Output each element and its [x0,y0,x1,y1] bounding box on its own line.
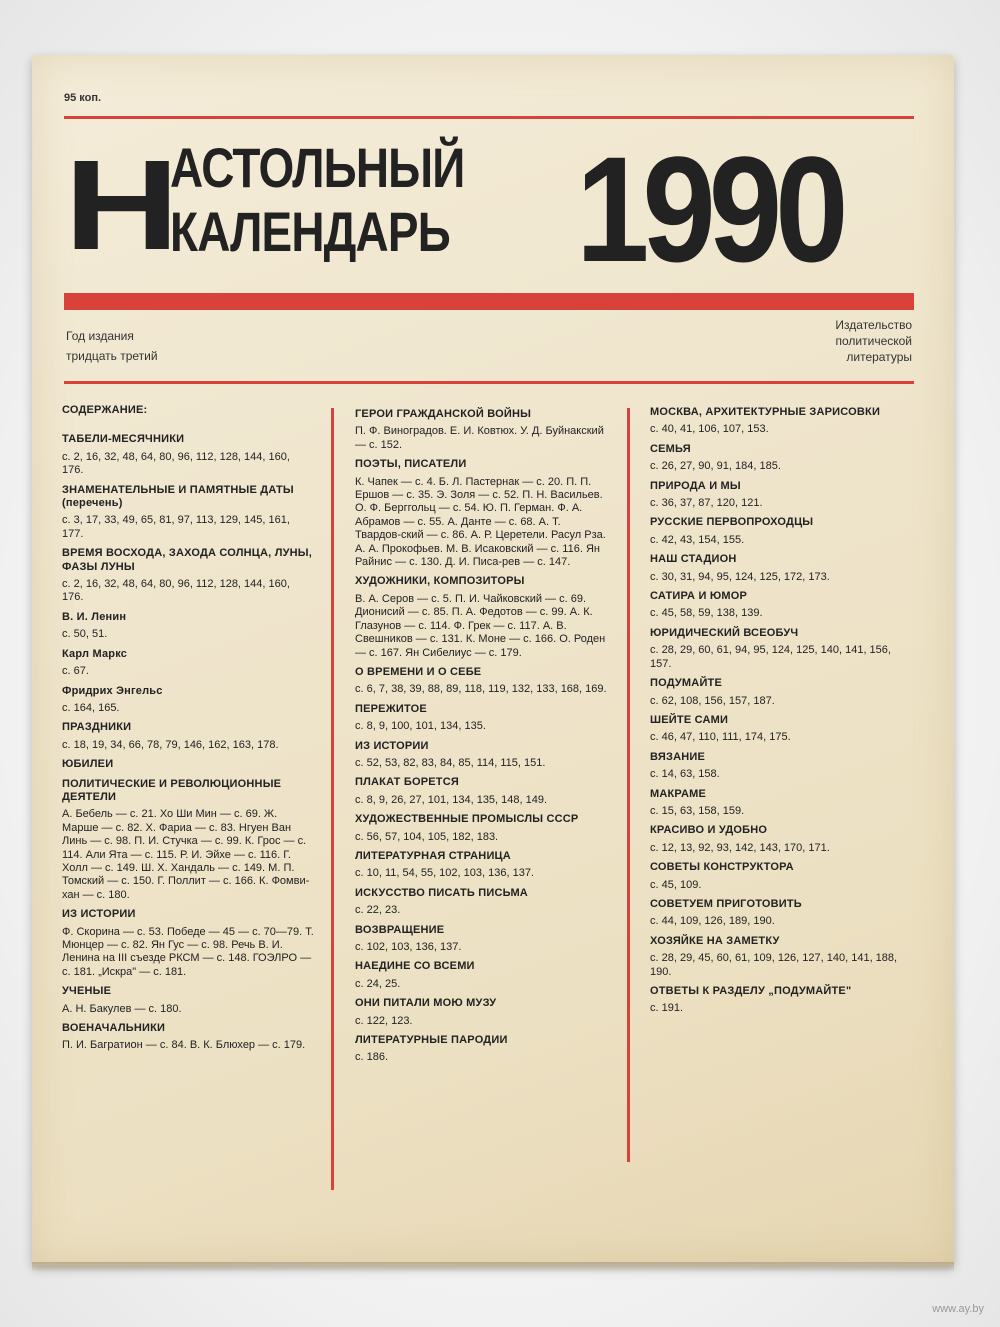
section-heading: КРАСИВО И УДОБНО [650,824,768,837]
page-references: с. 122, 123. [355,1014,413,1027]
page-references: с. 56, 57, 104, 105, 182, 183. [355,830,499,843]
section-heading: ЛИТЕРАТУРНЫЕ ПАРОДИИ [355,1034,508,1047]
title-line-2: КАЛЕНДАРЬ [170,200,450,263]
section-heading: ГЕРОИ ГРАЖДАНСКОЙ ВОЙНЫ [355,408,532,420]
edition-info [66,326,158,366]
title-line-1: АСТОЛЬНЫЙ [170,136,465,199]
section-heading: ТАБЕЛИ-МЕСЯЧНИКИ [62,433,185,446]
page-references: с. 2, 16, 32, 48, 64, 80, 96, 112, 128, 144, 160, 176. [62,578,290,604]
column-divider [331,408,334,1190]
section-heading: ПРАЗДНИКИ [62,721,132,734]
page-references: П. Ф. Виноградов. Е. И. Ковтюх. У. Д. Буйнакский — с. 152. [355,425,604,451]
page-references: В. А. Серов — с. 5. П. И. Чайковский — с. 69. Дионисий — с. 85. П. А. Федотов — с. 99. А. К. Глазунов — с. 114. Ф. Грек — с. 117. А. В. Свешников — с. 131. К. Моне — с. 166. О. Роден — с. 167. Ян Сибелиус — с. 179. [355,592,606,659]
section-heading: РУССКИЕ ПЕРВОПРОХОДЦЫ [650,516,814,529]
section-heading: УЧЕНЫЕ [62,985,112,998]
page-references: К. Чапек — с. 4. Б. Л. Пастернак — с. 20. П. П. Ершов — с. 35. Э. Золя — с. 52. П. Н. Васильев. О. Ф. Берггольц — с. 54. Ю. П. Герман. Ф. А. Абрамов — с. 55. А. Данте — с. 68. А. Т. Твардов-ский — с. 86. А. Р. Церетели. Расул Рза. А. А. Прокофьев. М. В. Исаковский — с. 116. Ян Райнис — с. 130. Д. И. Писа-рев — с. 147. [355,475,606,569]
page-references: с. 8, 9, 26, 27, 101, 134, 135, 148, 149. [355,793,548,806]
page-references: с. 22, 23. [355,904,401,917]
page-references: с. 8, 9, 100, 101, 134, 135. [355,720,486,733]
section-heading: ИЗ ИСТОРИИ [355,739,429,752]
page-references: с. 12, 13, 92, 93, 142, 143, 170, 171. [650,841,830,854]
contents-column-2 [355,408,607,1065]
page-references: с. 40, 41, 106, 107, 153. [650,423,769,436]
section-heading: САТИРА И ЮМОР [650,590,748,603]
cover-edge-shadow [32,1262,954,1272]
section-heading: ЛИТЕРАТУРНАЯ СТРАНИЦА [355,849,511,862]
section-heading: ЮРИДИЧЕСКИЙ ВСЕОБУЧ [650,626,799,639]
page-references: с. 186. [355,1051,389,1064]
page-references: с. 191. [650,1002,684,1015]
page-references: с. 28, 29, 60, 61, 94, 95, 124, 125, 140, 141, 156, 157. [650,644,891,670]
spacer [62,417,314,427]
price-label: 95 коп. [64,92,102,104]
contents-column-1 [62,404,314,1053]
section-heading: ПРИРОДА И МЫ [650,479,741,492]
page-references: Ф. Скорина — с. 53. Победе — 45 — с. 70—79. Т. Мюнцер — с. 82. Ян Гус — с. 98. Речь В. И. Ленина на III съезде РКСМ — с. 148. ГОЭЛРО — с. 181. „Искра" — с. 181. [62,925,314,978]
page-references: с. 2, 16, 32, 48, 64, 80, 96, 112, 128, 144, 160, 176. [62,450,290,477]
section-heading: МОСКВА, АРХИТЕКТУРНЫЕ ЗАРИСОВКИ [650,406,881,418]
page-references: с. 62, 108, 156, 157, 187. [650,694,775,707]
section-heading: ИЗ ИСТОРИИ [62,908,136,921]
section-heading: ПОДУМАЙТЕ [650,677,723,690]
page-references: с. 18, 19, 34, 66, 78, 79, 146, 162, 163, 178. [62,738,279,751]
page-references: с. 36, 37, 87, 120, 121. [650,497,763,510]
title-initial-letter: Н [64,134,180,277]
section-heading: НАШ СТАДИОН [650,553,737,566]
section-heading: СЕМЬЯ [650,442,691,455]
contents-column-3 [650,406,898,1016]
publisher-line: Издательство [835,318,912,332]
page-references: с. 28, 29, 45, 60, 61, 109, 126, 127, 140, 141, 188, 190. [650,952,898,978]
page-references: с. 102, 103, 136, 137. [355,941,462,953]
page-references: с. 52, 53, 82, 83, 84, 85, 114, 115, 151. [355,756,546,769]
page-references: с. 67. [62,665,89,678]
page-references: с. 45, 109. [650,878,702,891]
section-heading: ИСКУССТВО ПИСАТЬ ПИСЬМА [355,886,528,899]
section-heading: ОНИ ПИТАЛИ МОЮ МУЗУ [355,997,497,1010]
page-references: с. 164, 165. [62,701,120,714]
page-references: с. 44, 109, 126, 189, 190. [650,915,775,928]
page-references: с. 45, 58, 59, 138, 139. [650,607,763,620]
page-references: с. 30, 31, 94, 95, 124, 125, 172, 173. [650,570,830,583]
section-heading: СОВЕТЫ КОНСТРУКТОРА [650,861,794,874]
section-heading: ВОЕНАЧАЛЬНИКИ [62,1022,166,1035]
title-year: 1990 [576,125,842,293]
section-heading: ЮБИЛЕИ [62,758,114,771]
publisher-line: литературы [846,350,912,364]
section-heading: ПОЭТЫ, ПИСАТЕЛИ [355,458,467,471]
section-heading: О ВРЕМЕНИ И О СЕБЕ [355,665,482,678]
page-references: с. 10, 11, 54, 55, 102, 103, 136, 137. [355,867,534,880]
section-heading: ХУДОЖЕСТВЕННЫЕ ПРОМЫСЛЫ СССР [355,813,579,826]
edition-line: Год издания [66,329,134,343]
page-references: А. Бебель — с. 21. Хо Ши Мин — с. 69. Ж. Марше — с. 82. Х. Фариа — с. 83. Нгуен Ван Линь — с. 98. П. И. Стучка — с. 99. К. Грос — с. 114. Али Ята — с. 115. Р. И. Эйхе — с. 116. Г. Холл — с. 149. Ш. Х. Хандаль — с. 149. М. П. Томский — с. 150. Г. Поллит — с. 166. К. Фомви-хан — с. 180. [62,808,310,901]
edition-line: тридцать третий [66,349,158,363]
page-references: с. 14, 63, 158. [650,768,720,781]
section-heading: Карл Маркс [62,647,128,660]
page-references: с. 46, 47, 110, 111, 174, 175. [650,731,791,744]
section-heading: ХОЗЯЙКЕ НА ЗАМЕТКУ [650,934,780,947]
section-heading: В. И. Ленин [62,610,127,623]
section-heading: ВРЕМЯ ВОСХОДА, ЗАХОДА СОЛНЦА, ЛУНЫ, ФАЗЫ ЛУНЫ [62,547,313,573]
page-references: с. 3, 17, 33, 49, 65, 81, 97, 113, 129, 145, 161, 177. [62,514,290,540]
section-heading: ПОЛИТИЧЕСКИЕ И РЕВОЛЮЦИОННЫЕ ДЕЯТЕЛИ [62,777,282,803]
title-red-band [64,293,914,310]
top-red-rule [64,116,914,119]
section-heading: Фридрих Энгельс [62,684,163,697]
page-references: с. 24, 25. [355,977,401,990]
section-heading: ОТВЕТЫ К РАЗДЕЛУ „ПОДУМАЙТЕ" [650,985,852,997]
section-heading: ВЯЗАНИЕ [650,750,705,763]
page-references: П. И. Багратион — с. 84. В. К. Блюхер — с. 179. [62,1039,306,1052]
section-heading: ХУДОЖНИКИ, КОМПОЗИТОРЫ [355,575,525,588]
contents-top-rule [64,381,914,384]
page-references: А. Н. Бакулев — с. 180. [62,1002,182,1015]
section-heading: ВОЗВРАЩЕНИЕ [355,923,445,936]
page-references: с. 42, 43, 154, 155. [650,533,745,546]
page-references: с. 26, 27, 90, 91, 184, 185. [650,460,781,473]
section-heading: СОВЕТУЕМ ПРИГОТОВИТЬ [650,897,802,910]
column-divider [627,408,630,1162]
publisher-line: политической [835,334,912,348]
section-heading: НАЕДИНЕ СО ВСЕМИ [355,960,475,973]
section-heading: СОДЕРЖАНИЕ: [62,404,148,416]
page-references: с. 15, 63, 158, 159. [650,804,745,817]
page-references: с. 50, 51. [62,628,108,641]
section-heading: ЗНАМЕНАТЕЛЬНЫЕ И ПАМЯТНЫЕ ДАТЫ (перечень) [62,483,294,510]
watermark: www.ay.by [932,1303,984,1315]
section-heading: МАКРАМЕ [650,787,707,800]
publisher-info [835,317,912,365]
section-heading: ШЕЙТЕ САМИ [650,713,729,726]
section-heading: ПЛАКАТ БОРЕТСЯ [355,776,459,789]
section-heading: ПЕРЕЖИТОЕ [355,702,427,715]
page-references: с. 6, 7, 38, 39, 88, 89, 118, 119, 132, 133, 168, 169. [355,683,607,696]
